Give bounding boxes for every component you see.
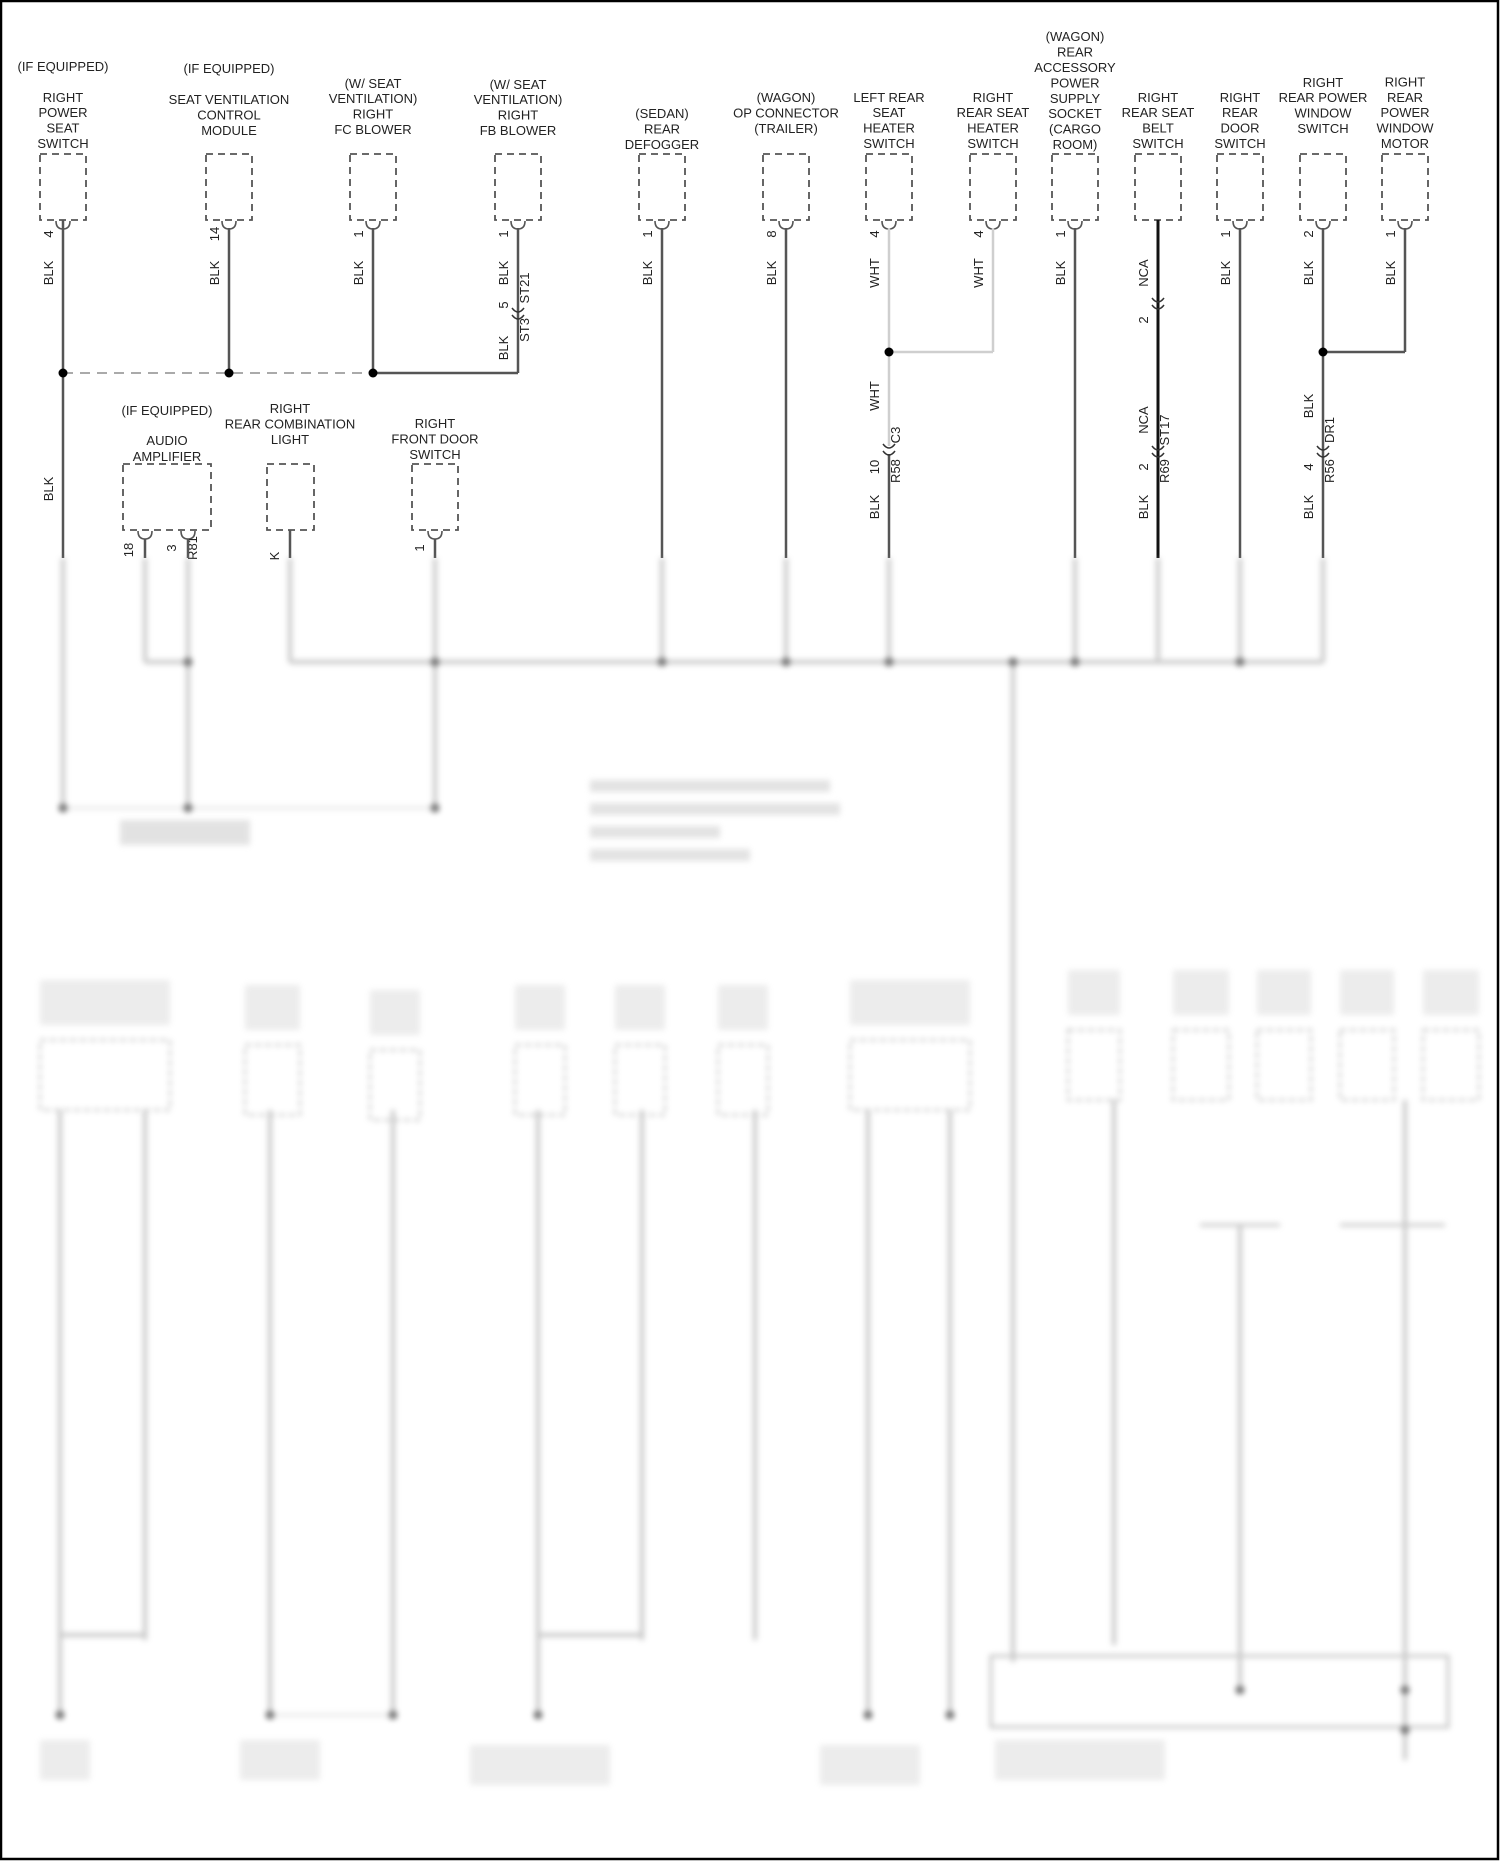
wire-color-label: BLK [351, 260, 366, 286]
ground-point [946, 1711, 955, 1720]
component-label: (WAGON) [1045, 29, 1105, 45]
blurred-ground-box [991, 1656, 1448, 1727]
pin-terminal-icon [1316, 221, 1330, 229]
splice-dot [59, 369, 68, 378]
component-qualifier: (IF EQUIPPED) [17, 59, 109, 74]
wire-color-label: WHT [867, 258, 882, 288]
wire-color-label: BLK [496, 335, 511, 361]
connector-id: R81 [185, 536, 200, 560]
blurred-lower-diagram [40, 558, 1479, 1785]
component-label: POWER [1050, 75, 1100, 91]
component-label: (SEDAN) [635, 106, 689, 122]
ground-point [389, 1711, 398, 1720]
pin-terminal-icon [882, 221, 896, 229]
component-label: BELT [1142, 120, 1174, 136]
blurred-label [120, 820, 250, 845]
wire-color-label: BLK [1301, 393, 1316, 419]
blurred-ground-label [40, 1740, 90, 1780]
component-label: MOTOR [1380, 136, 1430, 151]
component-box [970, 154, 1016, 220]
component-label: RIGHT [497, 107, 539, 123]
pin-number: 4 [971, 230, 986, 238]
pin-number: 1 [1218, 230, 1233, 238]
connector-id: C3 [888, 426, 903, 444]
blurred-label [515, 985, 565, 1030]
component-label: LIGHT [270, 431, 310, 447]
component-box [1300, 154, 1346, 220]
component-label: SWITCH [1132, 136, 1184, 151]
pin-terminal-icon [1068, 221, 1082, 229]
component-label: SWITCH [967, 136, 1019, 151]
component-label: ROOM) [1052, 137, 1098, 152]
ground-point [1401, 1686, 1410, 1695]
splice-dot [184, 804, 193, 813]
component-box [639, 154, 685, 220]
pin-number: 1 [351, 230, 366, 238]
wire-color-label: BLK [207, 260, 222, 286]
splice-dot [184, 658, 193, 667]
component-label: SEAT [872, 105, 906, 121]
component-label: FRONT DOOR [391, 431, 479, 447]
wire-color-label: BLK [496, 260, 511, 286]
component-box [763, 154, 809, 220]
pin-number: 4 [867, 230, 882, 238]
pin-number: 1 [1053, 230, 1068, 238]
wire-color-label: BLK [1218, 260, 1233, 286]
component-qualifier: (IF EQUIPPED) [121, 403, 213, 418]
connector-id: R58 [888, 459, 903, 483]
diagram-border [1, 1, 1498, 1859]
component-box [866, 154, 912, 220]
splice-dot [431, 658, 440, 667]
pin-number: 2 [1136, 316, 1151, 324]
component-qualifier: (IF EQUIPPED) [183, 61, 275, 76]
ground-point [1401, 1726, 1410, 1735]
blurred-component-box [718, 1045, 768, 1115]
ground-point [266, 1711, 275, 1720]
component-label: FC BLOWER [334, 122, 412, 137]
pin-number: 1 [1383, 230, 1398, 238]
component-label: (TRAILER) [754, 121, 818, 136]
blurred-component-box [245, 1045, 300, 1115]
connector-id: ST17 [1157, 414, 1172, 446]
blurred-ground-label [820, 1745, 920, 1785]
blurred-ground-label [995, 1740, 1165, 1780]
front-door-switch-box [412, 464, 458, 530]
splice-dot [431, 804, 440, 813]
pin-number: 1 [412, 544, 427, 552]
blurred-label [850, 980, 970, 1025]
wire-color-label: WHT [867, 381, 882, 411]
component-label: RIGHT [352, 106, 394, 122]
blurred-label [718, 985, 768, 1030]
component-label: RIGHT [1384, 74, 1426, 90]
blurred-component-box [1423, 1030, 1479, 1100]
component-box [1052, 154, 1098, 220]
pin-number: 2 [1301, 230, 1316, 238]
component-label: WINDOW [1376, 120, 1434, 136]
component-box [1135, 154, 1181, 220]
component-label: RIGHT [1137, 89, 1179, 105]
component-label: WINDOW [1294, 105, 1352, 121]
component-label: LEFT REAR [853, 89, 925, 105]
blurred-component-box [1257, 1030, 1311, 1100]
splice-dot [1319, 348, 1328, 357]
pin-number: 4 [1301, 463, 1316, 471]
splice-dot [1009, 658, 1018, 667]
pin-number: 5 [496, 301, 511, 309]
blurred-label [245, 985, 300, 1030]
component-label: AUDIO [146, 433, 188, 448]
wire-color-label: BLK [41, 476, 56, 502]
component-label: SUPPLY [1049, 90, 1101, 106]
splice-dot [782, 658, 791, 667]
blurred-component-box [40, 1040, 170, 1110]
component-label: MODULE [201, 123, 257, 138]
ground-point [534, 1711, 543, 1720]
component-label: VENTILATION) [473, 92, 563, 108]
wire-color-label: BLK [640, 260, 655, 286]
splice-dot [369, 369, 378, 378]
component-label: AMPLIFIER [132, 449, 202, 464]
component-label: OP CONNECTOR [733, 105, 839, 121]
rear-combination-light-box [267, 464, 314, 530]
component-label: RIGHT [1302, 74, 1344, 90]
wire-color-label: BLK [41, 260, 56, 286]
blurred-component-box [1340, 1030, 1394, 1100]
pin-terminal-icon [138, 531, 152, 539]
pin-number: 1 [496, 230, 511, 238]
ground-point [56, 1711, 65, 1720]
component-label: REAR [1056, 44, 1094, 60]
ground-point [864, 1711, 873, 1720]
wire-color-label: BLK [1136, 494, 1151, 520]
blurred-legend-text [590, 780, 830, 792]
connector-id: ST3 [517, 318, 532, 342]
wire-color-label: BLK [1383, 260, 1398, 286]
blurred-component-box [515, 1045, 565, 1115]
component-box [206, 154, 252, 220]
pin-terminal-icon [986, 221, 1000, 229]
component-label: SEAT VENTILATION [168, 92, 290, 108]
component-label: VENTILATION) [328, 91, 418, 107]
blurred-component-box [1068, 1030, 1120, 1100]
component-label: RIGHT [42, 89, 84, 105]
blurred-label [1423, 970, 1479, 1015]
wire-color-label: BLK [1301, 260, 1316, 286]
splice-dot [1071, 658, 1080, 667]
wire-color-label: BLK [1053, 260, 1068, 286]
wire-color-label: BLK [764, 260, 779, 286]
pin-number: 18 [121, 542, 136, 558]
blurred-label [615, 985, 665, 1030]
blurred-component-box [850, 1040, 970, 1110]
component-label: SWITCH [1297, 121, 1349, 136]
component-label: (CARGO [1049, 121, 1101, 137]
component-label: SWITCH [1214, 136, 1266, 151]
component-label: SWITCH [409, 446, 461, 462]
blurred-label [1068, 970, 1120, 1015]
wire-color-label: BLK [867, 494, 882, 520]
component-box [1217, 154, 1263, 220]
pin-number: 14 [207, 226, 222, 242]
component-label: SWITCH [863, 136, 915, 151]
component-label: RIGHT [1219, 89, 1261, 105]
component-label: REAR SEAT [1121, 105, 1195, 121]
component-label: DEFOGGER [624, 137, 700, 152]
blurred-legend-text [590, 826, 720, 838]
component-label: SEAT [46, 120, 80, 136]
blurred-label [1340, 970, 1394, 1015]
blurred-label [1257, 970, 1311, 1015]
ground-point [1236, 1686, 1245, 1695]
wire-color-label: NCA [1136, 406, 1151, 434]
component-label: HEATER [967, 120, 1019, 136]
blurred-component-box [370, 1050, 420, 1120]
blurred-legend-text [590, 803, 840, 815]
wire-color-label: BLK [1301, 494, 1316, 520]
wire-color-label: WHT [971, 258, 986, 288]
wire-color-label: NCA [1136, 259, 1151, 287]
component-label: POWER [38, 105, 88, 121]
pin-number: 8 [764, 230, 779, 238]
pin-terminal-icon [655, 221, 669, 229]
component-label: REAR [1386, 89, 1424, 105]
pin-terminal-icon [366, 221, 380, 229]
pin-number: K [267, 551, 282, 561]
component-label: SWITCH [37, 136, 89, 151]
pin-terminal-icon [511, 221, 525, 229]
pin-number: 3 [164, 544, 179, 552]
component-label: (WAGON) [756, 90, 816, 106]
component-label: CONTROL [197, 107, 261, 123]
component-box [40, 154, 86, 220]
component-label: RIGHT [414, 416, 456, 431]
pin-terminal-icon [222, 221, 236, 229]
component-label: REAR SEAT [956, 105, 1030, 121]
pin-terminal-icon [1398, 221, 1412, 229]
splice-dot [59, 804, 68, 813]
blurred-component-box [615, 1045, 665, 1115]
component-box [495, 154, 541, 220]
blurred-label [1173, 970, 1229, 1015]
component-label: POWER [1380, 105, 1430, 121]
component-label: RIGHT [269, 401, 311, 416]
pin-number: 1 [640, 230, 655, 238]
splice-dot [658, 658, 667, 667]
component-label: RIGHT [972, 89, 1014, 105]
blurred-label [370, 990, 420, 1035]
splice-dot [885, 658, 894, 667]
component-label: REAR POWER [1278, 90, 1368, 106]
component-label: REAR [1221, 105, 1259, 121]
blurred-label [40, 980, 170, 1025]
component-label: SOCKET [1048, 106, 1102, 122]
connector-id: R56 [1322, 459, 1337, 483]
component-box [350, 154, 396, 220]
connector-id: DR1 [1322, 416, 1337, 444]
blurred-ground-label [470, 1745, 610, 1785]
component-label: HEATER [863, 120, 915, 136]
pin-terminal-icon [779, 221, 793, 229]
pin-terminal-icon [1233, 221, 1247, 229]
blurred-legend-text [590, 849, 750, 861]
component-label: REAR [643, 121, 681, 137]
pin-terminal-icon [428, 531, 442, 539]
connector-id: R69 [1157, 459, 1172, 483]
audio-amplifier-box [123, 464, 211, 530]
component-box [1382, 154, 1428, 220]
pin-number: 10 [867, 459, 882, 475]
component-label: FB BLOWER [479, 123, 557, 138]
connector-id: ST21 [517, 272, 532, 304]
component-label: REAR COMBINATION [224, 416, 356, 432]
splice-dot [885, 348, 894, 357]
pin-number: 2 [1136, 463, 1151, 471]
component-label: (W/ SEAT [489, 76, 547, 92]
component-label: (W/ SEAT [344, 75, 402, 91]
splice-dot [225, 369, 234, 378]
splice-dot [1236, 658, 1245, 667]
blurred-ground-label [240, 1740, 320, 1780]
pin-number: 4 [41, 230, 56, 238]
component-label: ACCESSORY [1034, 60, 1116, 75]
blurred-component-box [1173, 1030, 1229, 1100]
component-label: DOOR [1220, 120, 1260, 136]
